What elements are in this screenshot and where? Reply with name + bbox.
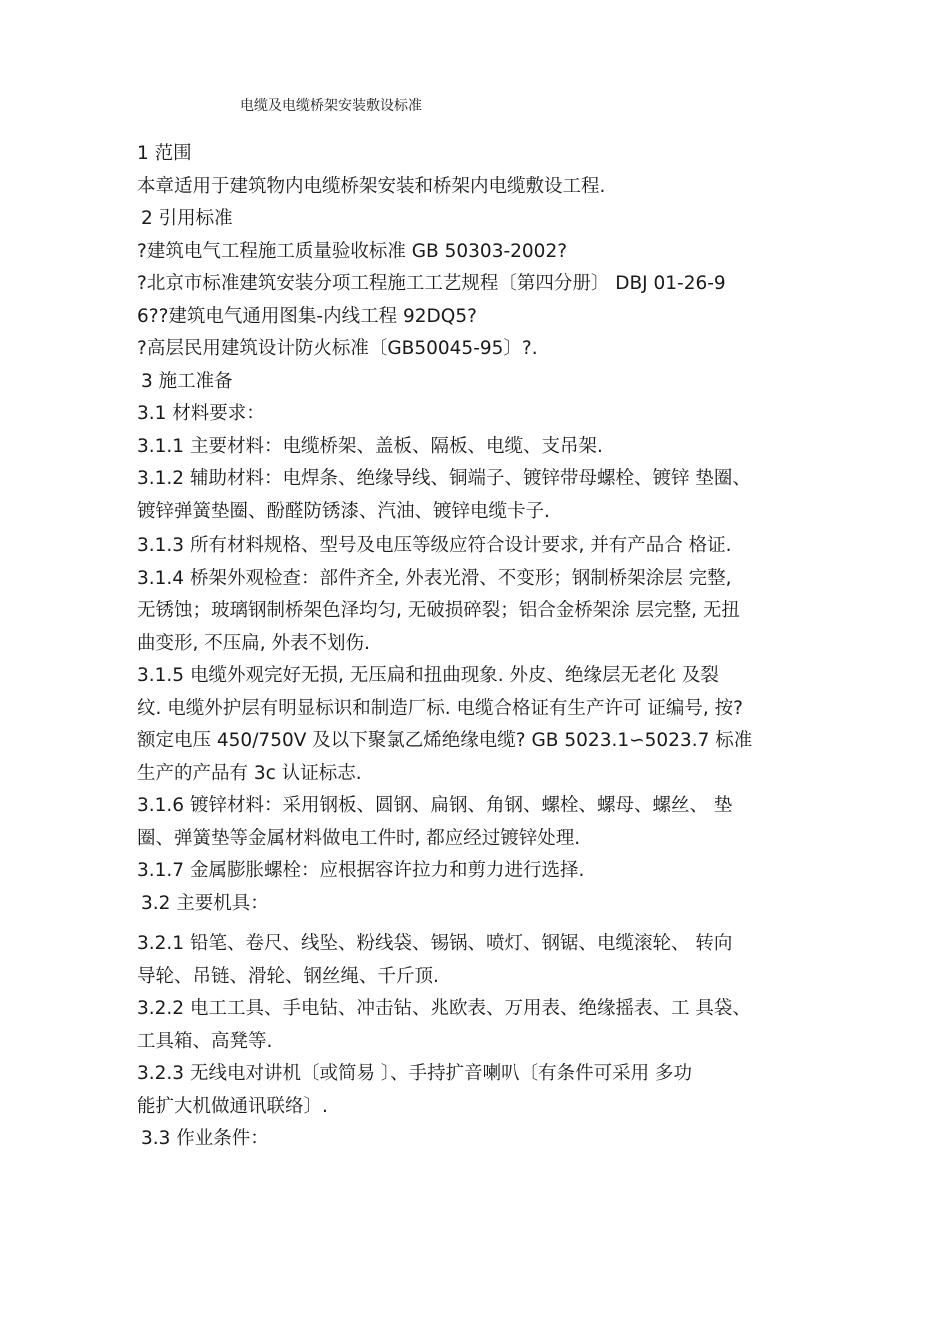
document-body xyxy=(137,138,837,1156)
paragraph-line: 3.2.1 铅笔、卷尺、线坠、粉线袋、锡锅、喷灯、钢锯、电缆滚轮、 转向 xyxy=(137,933,733,954)
paragraph-line: 3.1.5 电缆外观完好无损, 无压扁和扭曲现象. 外皮、绝缘层无老化 及裂 xyxy=(137,665,719,686)
document-title: 电缆及电缆桥架安装敷设标准 xyxy=(240,98,422,114)
section-heading-preparation: 3 施工准备 xyxy=(141,370,233,392)
paragraph-line: 能扩大机做通讯联络〕. xyxy=(137,1095,328,1117)
paragraph-line: 圈、弹簧垫等金属材料做电工件时, 都应经过镀锌处理. xyxy=(137,827,581,849)
paragraph-line: 3.1.4 桥架外观检查：部件齐全, 外表光滑、不变形；钢制桥架涂层 完整, xyxy=(137,567,732,589)
paragraph-line: 镀锌弹簧垫圈、酚醛防锈漆、汽油、镀锌电缆卡子. xyxy=(137,500,550,522)
subsection-heading-tools: 3.2 主要机具： xyxy=(141,892,269,914)
paragraph-line: 3.1.2 辅助材料：电焊条、绝缘导线、铜端子、镀锌带母螺栓、镀锌 垫圈、 xyxy=(137,468,751,489)
paragraph-line: 3.2.2 电工工具、手电钻、冲击钻、兆欧表、万用表、绝缘摇表、工 具袋、 xyxy=(137,998,751,1019)
reference-line: ?北京市标准建筑安装分项工程施工工艺规程〔第四分册〕 DBJ 01-26-9 xyxy=(137,273,726,294)
paragraph-line: 本章适用于建筑物内电缆桥架安装和桥架内电缆敷设工程. xyxy=(137,175,606,197)
subsection-heading-materials: 3.1 材料要求： xyxy=(137,403,265,424)
paragraph-line: 纹. 电缆外护层有明显标识和制造厂标. 电缆合格证有生产许可 证编号, 按? xyxy=(137,697,743,719)
paragraph-line: 导轮、吊链、滑轮、钢丝绳、千斤顶. xyxy=(137,965,439,987)
paragraph-line: 工具箱、高凳等. xyxy=(137,1030,273,1052)
subsection-heading-conditions: 3.3 作业条件： xyxy=(141,1128,269,1149)
paragraph-line: 额定电压 450/750V 及以下聚氯乙烯绝缘电缆? GB 5023.1∽5023.7 标准 xyxy=(137,730,753,751)
reference-line: ?高层民用建筑设计防火标准〔GB50045-95〕?. xyxy=(137,338,538,359)
reference-line: 6??建筑电气通用图集-内线工程 92DQ5? xyxy=(137,305,477,327)
section-heading-references: 2 引用标准 xyxy=(141,208,233,229)
paragraph-line: 生产的产品有 3c 认证标志. xyxy=(137,762,362,784)
paragraph-line: 无锈蚀；玻璃钢制桥架色泽均匀, 无破损碎裂；铝合金桥架涂 层完整, 无扭 xyxy=(137,600,740,621)
paragraph-line: 曲变形, 不压扁, 外表不划伤. xyxy=(137,632,370,654)
reference-line: ?建筑电气工程施工质量验收标准 GB 50303-2002? xyxy=(137,240,568,262)
paragraph-line: 3.1.3 所有材料规格、型号及电压等级应符合设计要求, 并有产品合 格证. xyxy=(137,535,732,556)
paragraph-line: 3.1.1 主要材料：电缆桥架、盖板、隔板、电缆、支吊架. xyxy=(137,435,603,457)
paragraph-line: 3.1.7 金属膨胀螺栓：应根据容许拉力和剪力进行选择. xyxy=(137,860,585,881)
paragraph-line: 3.2.3 无线电对讲机〔或简易 〕、手持扩音喇叭〔有条件可采用 多功 xyxy=(137,1063,692,1084)
paragraph-line: 3.1.6 镀锌材料：采用钢板、圆钢、扁钢、角钢、螺栓、螺母、螺丝、 垫 xyxy=(137,795,733,816)
section-heading-scope: 1 范围 xyxy=(137,143,192,164)
